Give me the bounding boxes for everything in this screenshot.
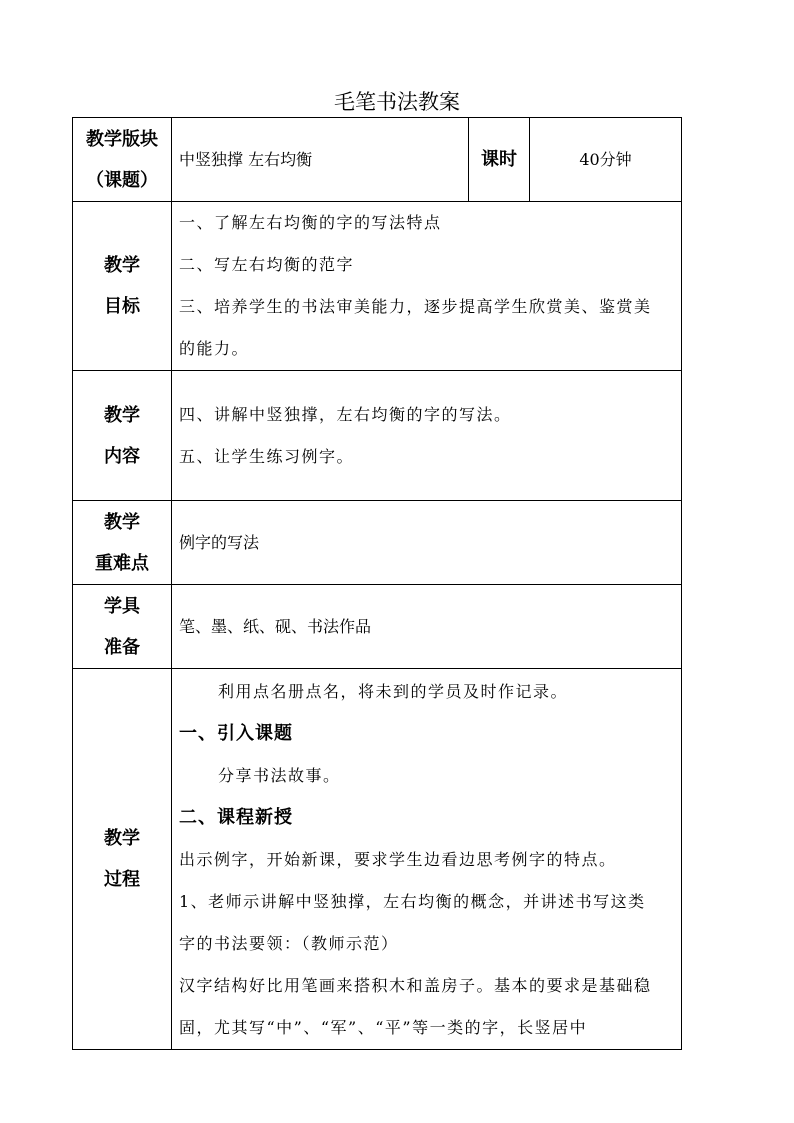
process-heading: 一、引入课题 <box>179 723 293 744</box>
difficulty-text: 例字的写法 <box>172 501 682 585</box>
label-difficulty: 教学 重难点 <box>73 501 172 585</box>
document-title: 毛笔书法教案 <box>334 90 460 114</box>
content-line: 四、讲解中竖独撑，左右均衡的字的写法。 <box>179 404 512 424</box>
process-line: 1、老师示讲解中竖独撑，左右均衡的概念，并讲述书写这类 <box>179 892 646 911</box>
goal-line: 一、了解左右均衡的字的写法特点 <box>179 213 442 232</box>
process-heading: 二、课程新授 <box>179 807 293 828</box>
label-hours: 课时 <box>469 118 530 202</box>
duration-value: 40分钟 <box>530 118 682 202</box>
row-topic <box>73 118 682 202</box>
row-process <box>73 669 682 1050</box>
row-content <box>73 371 682 501</box>
goals-content <box>172 202 682 371</box>
process-line: 利用点名册点名，将未到的学员及时作记录。 <box>218 682 569 701</box>
process-line: 固，尤其写“中”、“军”、“平”等一类的字，长竖居中 <box>179 1018 588 1037</box>
process-line: 汉字结构好比用笔画来搭积木和盖房子。基本的要求是基础稳 <box>179 976 652 995</box>
label-topic: 教学版块 （课题） <box>73 118 172 202</box>
label-goals: 教学 目标 <box>73 202 172 371</box>
process-content <box>172 669 682 1050</box>
goal-line: 二、写左右均衡的范字 <box>179 255 355 274</box>
row-difficulty <box>73 501 682 585</box>
lesson-plan-table <box>72 117 682 1050</box>
topic-value: 中竖独撑 左右均衡 <box>172 118 469 202</box>
goal-line: 三、培养学生的书法审美能力，逐步提高学生欣赏美、鉴赏美 <box>179 297 652 316</box>
process-line: 分享书法故事。 <box>218 766 341 785</box>
process-line: 字的书法要领：（教师示范） <box>179 934 399 953</box>
row-goals <box>73 202 682 371</box>
row-materials <box>73 585 682 669</box>
goal-line: 的能力。 <box>179 339 250 358</box>
content-text <box>172 371 682 501</box>
label-materials: 学具 准备 <box>73 585 172 669</box>
content-line: 五、让学生练习例字。 <box>179 446 355 466</box>
materials-text: 笔、墨、纸、砚、书法作品 <box>172 585 682 669</box>
label-content: 教学 内容 <box>73 371 172 501</box>
label-process: 教学 过程 <box>73 669 172 1050</box>
process-line: 出示例字，开始新课，要求学生边看边思考例字的特点。 <box>179 850 617 869</box>
